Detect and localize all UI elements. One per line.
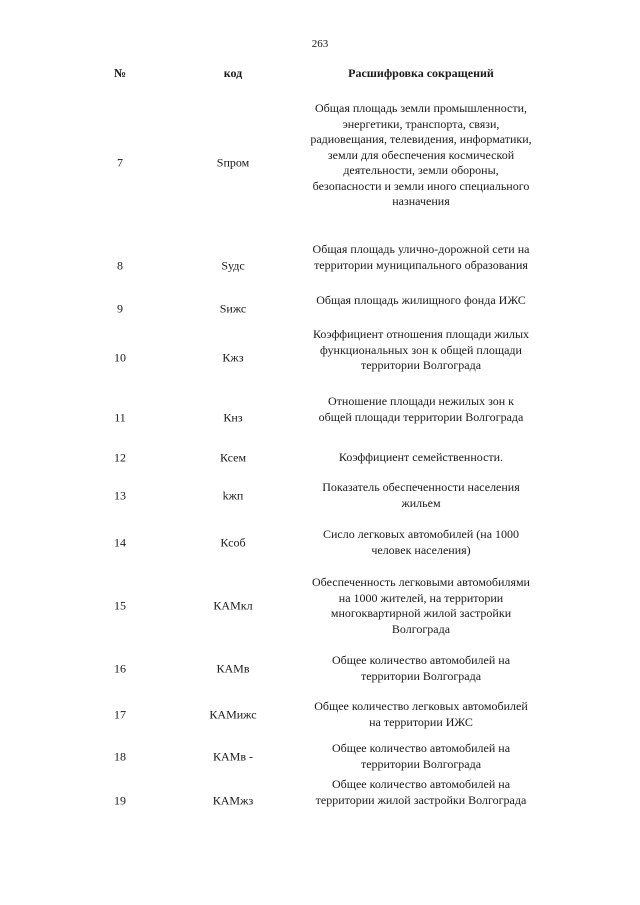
row-desc: Коэффициент отношения площади жилых функциональных зон к общей площади территории Волгограда <box>312 327 530 372</box>
table-row <box>0 480 640 511</box>
table-row <box>0 777 640 824</box>
row-num: 17 <box>114 706 126 721</box>
row-code: КАМижс <box>209 706 257 721</box>
table-row <box>0 699 640 730</box>
table-row <box>0 575 640 637</box>
row-num: 11 <box>114 409 126 424</box>
row-num: 18 <box>114 748 126 763</box>
row-code: Кжз <box>222 350 244 365</box>
header-desc: Расшифровка сокращений <box>348 66 494 80</box>
row-desc: Общая площадь жилищного фонда ИЖС <box>316 293 526 307</box>
row-code: КАМжз <box>212 792 254 807</box>
table-row <box>0 450 640 466</box>
row-num: 19 <box>114 792 126 807</box>
row-num: 13 <box>114 487 126 502</box>
table-row <box>0 327 640 389</box>
row-num: 12 <box>114 450 126 465</box>
table-row <box>0 293 640 324</box>
row-code: Sпром <box>216 155 250 170</box>
table-row <box>0 741 640 772</box>
row-desc: Общее количество автомобилей на территории Волгограда <box>331 741 511 771</box>
row-num: 7 <box>117 155 123 170</box>
row-desc: Показатель обеспеченности населения жильем <box>322 480 520 510</box>
row-code: КАМв - <box>212 748 253 763</box>
row-code: Sижс <box>219 300 247 315</box>
table-row <box>0 242 640 289</box>
row-num: 16 <box>114 660 126 675</box>
table-row <box>0 653 640 684</box>
header-num: № <box>113 66 127 80</box>
row-num: 8 <box>117 257 123 272</box>
table-row <box>0 101 640 225</box>
row-num: 14 <box>114 534 126 549</box>
row-desc: Отношение площади нежилых зон к общей площади территории Волгограда <box>318 394 524 424</box>
row-desc: Общая площадь улично-дорожной сети на территории муниципального образования <box>312 242 530 272</box>
table-row <box>0 527 640 558</box>
row-num: 10 <box>114 350 126 365</box>
row-code: Sудс <box>221 257 245 272</box>
row-code: kжп <box>222 487 244 502</box>
row-code: КАМкл <box>213 598 253 613</box>
page-number: 263 <box>311 38 329 50</box>
row-code: Ксем <box>219 450 247 465</box>
row-desc: Общее количество автомобилей на территории Волгограда <box>331 653 511 683</box>
row-code: Кнз <box>223 409 243 424</box>
row-desc: Сисло легковых автомобилей (на 1000 человек населения) <box>322 527 520 557</box>
row-num: 9 <box>117 300 123 315</box>
row-num: 15 <box>114 598 126 613</box>
table-row <box>0 394 640 441</box>
row-desc: Общее количество легковых автомобилей на территории ИЖС <box>314 699 528 729</box>
row-code: КАМв <box>216 660 250 675</box>
row-desc: Коэффициент семейственности. <box>338 450 504 464</box>
header-code: код <box>223 66 243 80</box>
row-desc: Общая площадь земли промышленности, энергетики, транспорта, связи, радиовещания, телевидения, информатики, земли для обеспечения космической деятельности, земли обороны, безопасности и земли иного специального назначения <box>310 101 532 208</box>
row-code: Ксоб <box>220 534 246 549</box>
row-desc: Обеспеченность легковыми автомобилями на 1000 жителей, на территории многоквартирной жилой застройки Волгограда <box>312 575 530 636</box>
row-desc: Общее количество автомобилей на территории жилой застройки Волгограда <box>315 777 527 807</box>
